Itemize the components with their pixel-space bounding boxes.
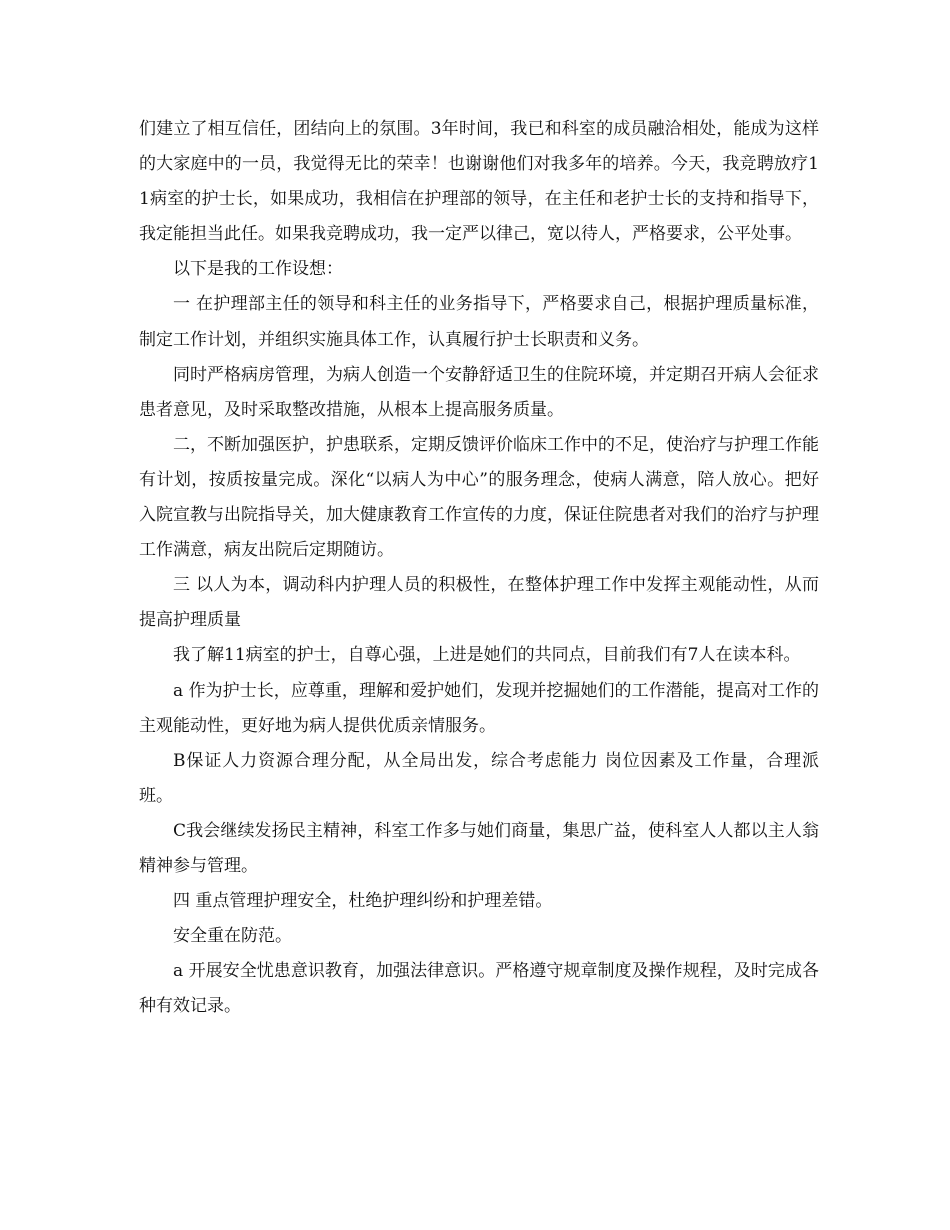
document-body (139, 112, 819, 1024)
paragraph-plan-intro: 以下是我的工作设想： (173, 259, 343, 280)
paragraph-item-2: 二，不断加强医护，护患联系，定期反馈评价临床工作中的不足，使治疗与护理工作能有计划，按质按量完成。深化“以病人为中心”的服务理念，使病人满意，陪人放心。把好入院宣教与出院指导关，加大健康教育工作宣传的力度，保证住院患者对我们的治疗与护理工作满意，病友出院后定期随访。 (139, 434, 819, 561)
paragraph-item-4: 四 重点管理护理安全，杜绝护理纠纷和护理差错。 (173, 891, 553, 912)
paragraph-sub-c: C我会继续发扬民主精神，科室工作多与她们商量，集思广益，使科室人人都以主人翁精神参与管理。 (139, 820, 819, 876)
paragraph-sub-b: B保证人力资源合理分配，从全局出发，综合考虑能力 岗位因素及工作量，合理派班。 (139, 750, 819, 806)
paragraph-safety-prevention: 安全重在防范。 (173, 926, 292, 947)
paragraph-safety-a: a 开展安全忧患意识教育，加强法律意识。严格遵守规章制度及操作规程，及时完成各种有效记录。 (139, 961, 819, 1017)
paragraph-continuation: 们建立了相互信任，团结向上的氛围。3年时间，我已和科室的成员融洽相处，能成为这样的大家庭中的一员，我觉得无比的荣幸！也谢谢他们对我多年的培养。今天，我竞聘放疗11病室的护士长，如果成功，我相信在护理部的领导，在主任和老护士长的支持和指导下，我定能担当此任。如果我竞聘成功，我一定严以律己，宽以待人，严格要求，公平处事。 (139, 119, 819, 245)
paragraph-ward-management: 同时严格病房管理，为病人创造一个安静舒适卫生的住院环境，并定期召开病人会征求患者意见，及时采取整改措施，从根本上提高服务质量。 (139, 364, 819, 420)
paragraph-sub-a: a 作为护士长，应尊重，理解和爱护她们，发现并挖掘她们的工作潜能，提高对工作的主观能动性，更好地为病人提供优质亲情服务。 (139, 680, 819, 736)
paragraph-nurses-overview: 我了解11病室的护士，自尊心强，上进是她们的共同点，目前我们有7人在读本科。 (173, 645, 801, 666)
paragraph-item-1: 一 在护理部主任的领导和科主任的业务指导下，严格要求自己，根据护理质量标准，制定工作计划，并组织实施具体工作，认真履行护士长职责和义务。 (139, 294, 819, 350)
paragraph-item-3: 三 以人为本，调动科内护理人员的积极性，在整体护理工作中发挥主观能动性，从而提高护理质量 (139, 575, 819, 631)
